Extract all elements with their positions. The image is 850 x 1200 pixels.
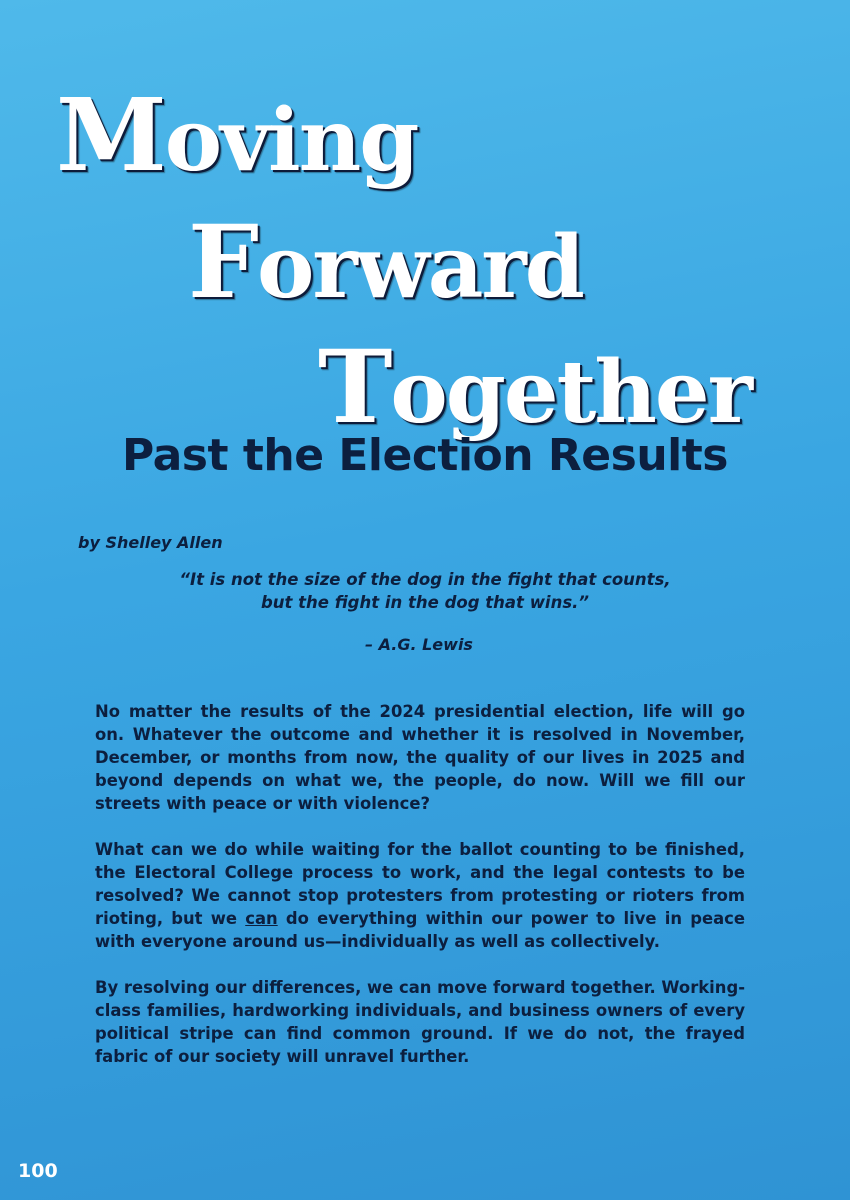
title-rest: ogether [390,342,751,443]
title-initial: T [318,328,391,446]
paragraph-3: By resolving our differences, we can move forward together. Working-class families, hardworking individuals, and business owners of every political stripe can find common ground. If we do not, the frayed fabric of our society will unravel further. [95,978,745,1066]
epigraph-quote [0,568,850,614]
page-number: 100 [18,1160,58,1182]
byline: by Shelley Allen [78,533,223,552]
subtitle: Past the Election Results [122,430,728,481]
title-word-moving [56,76,418,194]
title-initial: M [56,76,165,194]
title-initial: F [188,203,257,321]
article-body [95,700,745,1091]
quote-line-1: “It is not the size of the dog in the fight that counts, [179,570,671,589]
emphasis-word: can [245,909,278,928]
title-rest: oving [164,90,418,191]
paragraph-2-end: do everything within our power to live in peace with everyone around us—individually as well as collectively. [95,909,745,951]
title-word-forward [188,203,583,321]
title-word-together [318,328,751,446]
quote-attribution: – A.G. Lewis [365,635,473,654]
title-rest: orward [257,217,583,318]
quote-line-2: but the fight in the dog that wins.” [260,593,590,612]
paragraph-2-start: What can we do while waiting for the ballot counting to be finished, the Electoral College process to work, and the legal contests to be resolved? We cannot stop protesters from protesting or rioters from rioting, but we [95,840,745,928]
paragraph-2 [95,838,745,953]
paragraph-1: No matter the results of the 2024 presidential election, life will go on. Whatever the outcome and whether it is resolved in November, December, or months from now, the quality of our lives in 2025 and beyond depends on what we, the people, do now. Will we fill our streets with peace or with violence? [95,702,745,813]
